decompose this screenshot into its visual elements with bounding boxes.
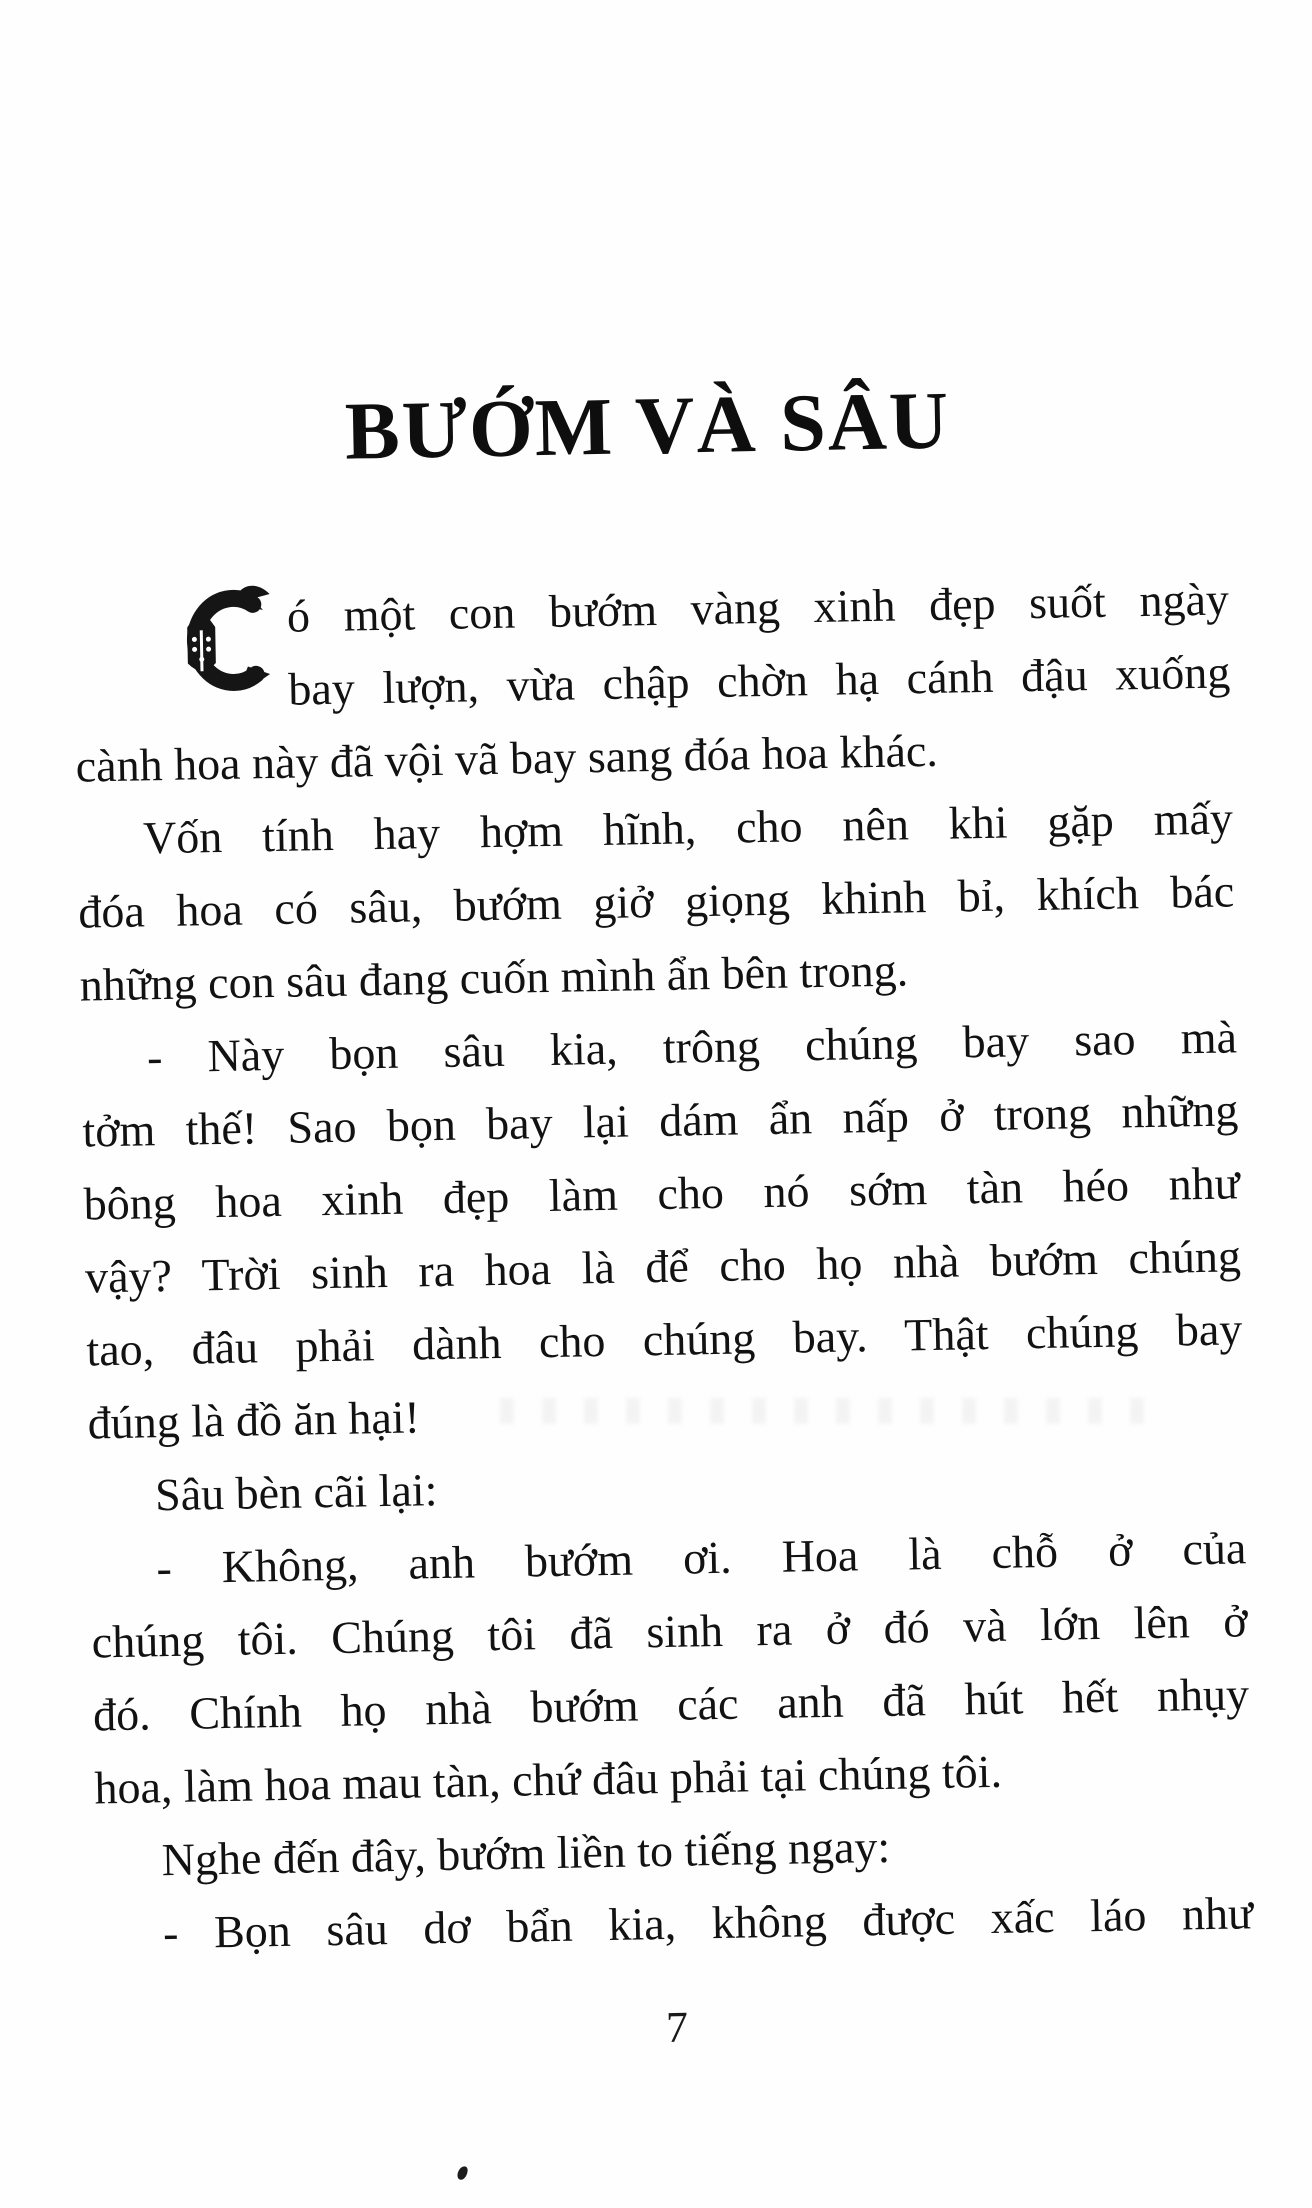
text-line: vậy? Trời sinh ra hoa là để cho họ nhà bướm chúng — [84, 1230, 1242, 1303]
text-line: bông hoa xinh đẹp làm cho nó sớm tàn héo như — [83, 1157, 1241, 1230]
text-line: - Không, anh bướm ơi. Hoa là chỗ ở của — [155, 1522, 1247, 1594]
text-line: đó. Chính họ nhà bướm các anh đã hút hết nhụy — [92, 1668, 1250, 1741]
page-content — [69, 374, 1255, 2063]
paragraph-dialogue-butterfly — [80, 1000, 1244, 1459]
story-body — [72, 562, 1253, 1970]
paragraph — [76, 781, 1236, 1021]
paragraph-opening — [72, 562, 1232, 802]
ornamental-drop-cap-icon — [176, 582, 278, 702]
text-line: hoa, làm hoa mau tàn, chứ đâu phải tại chúng tôi. — [93, 1745, 1003, 1814]
text-line: Sâu bèn cãi lại: — [154, 1464, 438, 1521]
text-line: cành hoa này đã vội vã bay sang đóa hoa khác. — [75, 724, 939, 792]
text-line: chúng tôi. Chúng tôi đã sinh ra ở đó và lớn lên ở — [91, 1595, 1249, 1668]
paragraph-dialogue-worm — [90, 1511, 1251, 1824]
text-line: - Bọn sâu dơ bẩn kia, không được xấc láo như — [162, 1887, 1254, 1959]
text-line: - Này bọn sâu kia, trông chúng bay sao mà — [146, 1011, 1238, 1083]
text-line: Vốn tính hay hợm hĩnh, cho nên khi gặp mấy — [142, 792, 1234, 864]
drop-cap — [72, 580, 289, 730]
ink-speck — [456, 2165, 469, 2181]
story-title: BƯỚM VÀ SÂU — [344, 374, 951, 477]
page-number: 7 — [665, 2002, 689, 2053]
text-line: đúng là đồ ăn hại! — [87, 1391, 421, 1449]
text-line: tao, đâu phải dành cho chúng bay. Thật chúng bay — [85, 1303, 1243, 1376]
text-line: Nghe đến đây, bướm liền to tiếng ngay: — [161, 1820, 891, 1886]
text-line: đóa hoa có sâu, bướm giở giọng khinh bỉ, khích bác — [77, 865, 1235, 938]
scan-smudge — [500, 1398, 1160, 1424]
text-line: tởm thế! Sao bọn bay lại dám ẩn nấp ở trong những — [81, 1084, 1239, 1157]
text-line: những con sâu đang cuốn mình ẩn bên trong. — [79, 944, 909, 1011]
text-line: ó một con bướm vàng xinh đẹp suốt ngày — [286, 573, 1230, 642]
text-line: bay lượn, vừa chập chờn hạ cánh đậu xuống — [287, 646, 1231, 715]
